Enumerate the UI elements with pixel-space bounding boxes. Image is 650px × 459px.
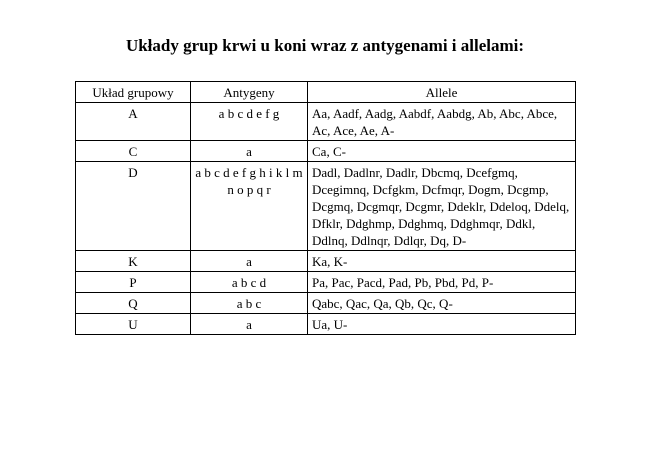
cell-system: P (76, 272, 191, 293)
cell-antigens: a (191, 141, 308, 162)
cell-system: C (76, 141, 191, 162)
table-row (76, 272, 576, 293)
cell-alleles: Qabc, Qac, Qa, Qb, Qc, Q- (308, 293, 576, 314)
table-row (76, 251, 576, 272)
table-row (76, 103, 576, 141)
table-row (76, 314, 576, 335)
cell-system: K (76, 251, 191, 272)
table-row (76, 293, 576, 314)
cell-system: D (76, 162, 191, 251)
cell-alleles: Aa, Aadf, Aadg, Aabdf, Aabdg, Ab, Abc, Abce, Ac, Ace, Ae, A- (308, 103, 576, 141)
cell-alleles: Ua, U- (308, 314, 576, 335)
cell-system: A (76, 103, 191, 141)
table-header-row (76, 82, 576, 103)
header-system: Układ grupowy (76, 82, 191, 103)
cell-alleles: Dadl, Dadlnr, Dadlr, Dbcmq, Dcefgmq, Dcegimnq, Dcfgkm, Dcfmqr, Dogm, Dcgmp, Dcgmq, Dcgmqr, Dcgmr, Ddeklr, Ddeloq, Ddelq, Dfklr, Ddghmp, Ddghmq, Ddghmqr, Ddkl, Ddlnq, Ddlnqr, Ddlqr, Dq, D- (308, 162, 576, 251)
page-title: Układy grup krwi u koni wraz z antygenami i allelami: (125, 36, 525, 55)
cell-antigens: a b c d (191, 272, 308, 293)
cell-alleles: Ka, K- (308, 251, 576, 272)
cell-antigens: a b c (191, 293, 308, 314)
header-alleles: Allele (308, 82, 576, 103)
cell-antigens: a b c d e f g h i k l m n o p q r (191, 162, 308, 251)
table-row (76, 162, 576, 251)
table-row (76, 141, 576, 162)
header-antigens: Antygeny (191, 82, 308, 103)
cell-system: Q (76, 293, 191, 314)
cell-antigens: a (191, 314, 308, 335)
cell-alleles: Ca, C- (308, 141, 576, 162)
cell-system: U (76, 314, 191, 335)
cell-antigens: a (191, 251, 308, 272)
cell-antigens: a b c d e f g (191, 103, 308, 141)
cell-alleles: Pa, Pac, Pacd, Pad, Pb, Pbd, Pd, P- (308, 272, 576, 293)
blood-groups-table (75, 81, 576, 335)
